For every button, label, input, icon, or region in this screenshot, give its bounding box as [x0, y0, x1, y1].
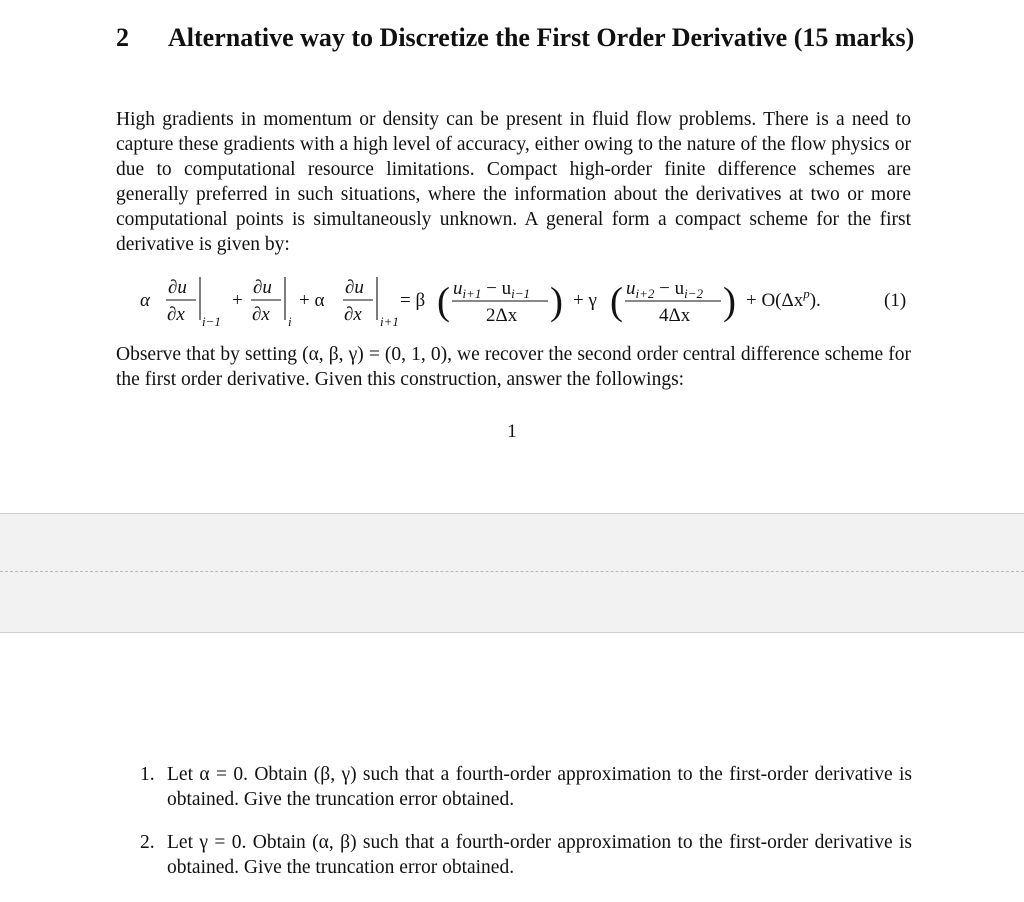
page-number: 1 — [507, 421, 517, 442]
eq-subscript-i-minus-1: i−1 — [202, 314, 221, 329]
compact-scheme-equation — [140, 272, 915, 332]
eq-equals-beta: = β — [400, 290, 426, 311]
eq-partial-x-3: ∂x — [344, 304, 362, 325]
eq-order-term: + $O(\Delta x^p)$. — [746, 286, 821, 311]
eq-plus-1: + — [232, 290, 243, 311]
eq-frac2-denominator: 4Δx — [659, 305, 691, 326]
eq-partial-x-2: ∂x — [252, 304, 270, 325]
question-text: Let α = 0. Obtain (β, γ) such that a fourth-order approximation to the first-order derivative is obtained. Give the truncation error obtained. — [167, 764, 912, 810]
eq-subscript-i: i — [288, 314, 292, 329]
observe-paragraph: Observe that by setting (α, β, γ) = (0, 1, 0), we recover the second order central difference scheme for the first order derivative. Given this construction, answer the followings: — [116, 344, 911, 390]
eq-frac2-numerator: $u_{i+2} - u_{i-2}$ — [626, 278, 703, 301]
eq-left-paren-1: ( — [437, 280, 450, 323]
eq-alpha-coefficient: α — [140, 290, 150, 311]
eq-subscript-i-plus-1: i+1 — [380, 314, 399, 329]
eq-partial-x-1: ∂x — [167, 304, 185, 325]
question-text: Let γ = 0. Obtain (α, β) such that a fourth-order approximation to the first-order derivative is obtained. Give the truncation error obtained. — [167, 832, 912, 878]
equation-svg — [140, 272, 915, 332]
section-number: 2 — [116, 23, 129, 52]
section-title: Alternative way to Discretize the First Order Derivative (15 marks) — [168, 23, 915, 52]
equation-label: (1) — [884, 290, 907, 311]
eq-partial-u-1: ∂u — [168, 277, 187, 298]
eq-right-paren-1: ) — [550, 280, 563, 323]
question-number: 2. — [140, 832, 155, 853]
page-separator — [0, 513, 1024, 633]
eq-frac1-numerator: $u_{i+1} - u_{i-1}$ — [453, 278, 530, 301]
intro-paragraph: High gradients in momentum or density can be present in fluid flow problems. There is a need to capture these gradients with a high level of accuracy, either owing to the nature of the flow physics or due to computational resource limitations. Compact high-order finite difference schemes are generally preferred in such situations, where the information about the derivatives at two or more computational points is simultaneously unknown. A general form a compact scheme for the first derivative is given by: — [116, 109, 911, 255]
page-break-line — [0, 571, 1024, 572]
question-number: 1. — [140, 764, 155, 785]
eq-left-paren-2: ( — [610, 280, 623, 323]
eq-plus-alpha: + α — [299, 290, 325, 311]
eq-partial-u-2: ∂u — [253, 277, 272, 298]
eq-right-paren-2: ) — [723, 280, 736, 323]
eq-partial-u-3: ∂u — [345, 277, 364, 298]
eq-frac1-denominator: 2Δx — [486, 305, 518, 326]
eq-plus-gamma: + γ — [573, 290, 597, 311]
